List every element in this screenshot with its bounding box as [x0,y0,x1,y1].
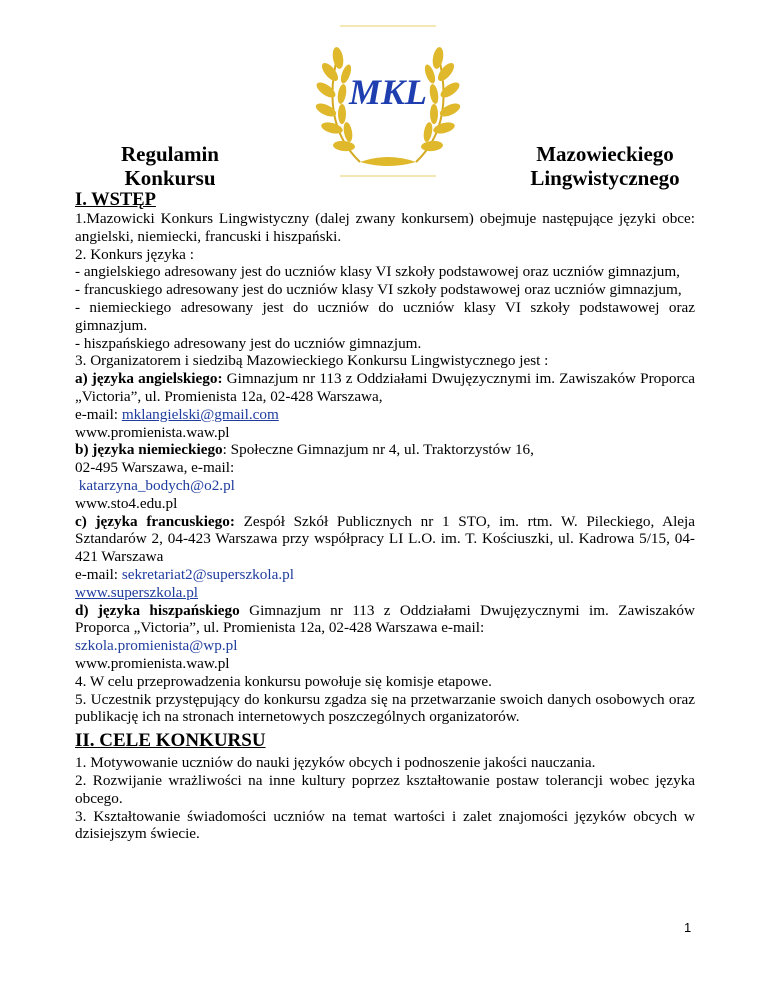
section-2-heading: II. CELE KONKURSU [75,730,266,752]
paragraph: - niemieckiego adresowany jest do uczniów do uczniów klasy VI szkoły podstawowej oraz gimnazjum. [75,298,695,334]
paragraph: 1.Mazowicki Konkurs Lingwistyczny (dalej zwany konkursem) obejmuje następujące języki obce: angielski, niemiecki, francuski i hiszpański. [75,210,695,245]
paragraph: 1. Motywowanie uczniów do nauki języków obcych i podnoszenie jakości nauczania. [75,754,596,772]
title-right [516,142,694,190]
paragraph: - angielskiego adresowany jest do uczniów klasy VI szkoły podstawowej oraz uczniów gimnazjum, [75,263,680,281]
document-body [75,190,695,843]
page-number: 1 [684,920,692,935]
paragraph: 2. Konkurs języka : [75,245,194,263]
website-link-french[interactable]: www.superszkola.pl [75,583,199,601]
paragraph: - hiszpańskiego adresowany jest do uczniów gimnazjum. [75,334,422,352]
paragraph: 4. W celu przeprowadzenia konkursu powołuje się komisje etapowe. [75,672,492,690]
organizer-english-address: Gimnazjum nr 113 z Oddziałami Dwujęzycznymi im. Zawiszaków Proporca „Victoria”, ul. Promienista 12a, 02-428 Warszawa, [75,370,695,405]
paragraph: 3. Organizatorem i siedzibą Mazowieckiego Konkursu Lingwistycznego jest : [75,352,549,370]
organizer-english [75,370,695,406]
mkl-logo [290,24,486,178]
organizer-spanish-address: Gimnazjum nr 113 z Oddziałami Dwujęzycznymi im. Zawiszaków Proporca „Victoria”, ul. Promienista 12a, 02-428 Warszawa e-mail: [75,601,695,637]
paragraph: - francuskiego adresowany jest do uczniów klasy VI szkoły podstawowej oraz uczniów gimnazjum, [75,281,682,299]
paragraph: 3. Kształtowanie świadomości uczniów na temat wartości i zalet znajomości języków obcych w dzisiejszym świecie. [75,807,695,843]
organizer-french-email-line [75,566,695,584]
organizer-german-line2: 02-495 Warszawa, e-mail: [75,459,235,477]
email-link-french[interactable]: sekretariat2@superszkola.pl [121,565,294,583]
website-english: www.promienista.waw.pl [75,423,230,441]
title-right-line1: Mazowieckiego [536,142,674,166]
website-german: www.sto4.edu.pl [75,494,178,512]
organizer-german [75,441,695,459]
paragraph: 5. Uczestnik przystępujący do konkursu zgadza się na przetwarzanie swoich danych osobowych oraz publikację ich na stronach internetowych poszczególnych organizatorów. [75,690,695,726]
organizer-french-label: c) języka francuskiego: [75,512,235,530]
email-label: e-mail: [75,565,122,583]
title-left [108,142,232,190]
email-link-english[interactable]: mklangielski@gmail.com [121,405,279,423]
organizer-spanish-label: d) języka hiszpańskiego [75,601,240,619]
organizer-english-label: a) języka angielskiego: [75,370,223,388]
title-right-line2: Lingwistycznego [530,166,680,190]
organizer-german-address: : Społeczne Gimnazjum nr 4, ul. Traktorzystów 16, [222,441,534,459]
logo-text: MKL [348,72,428,112]
email-link-german[interactable]: katarzyna_bodych@o2.pl [75,476,235,494]
website-spanish: www.promienista.waw.pl [75,654,230,672]
organizer-french [75,513,695,566]
organizer-spanish [75,602,695,638]
email-link-spanish[interactable]: szkola.promienista@wp.pl [75,637,238,655]
organizer-german-label: b) języka niemieckiego [75,441,223,459]
email-label: e-mail: [75,405,122,423]
organizer-french-address: Zespół Szkół Publicznych nr 1 STO, im. rtm. W. Pileckiego, Aleja Sztandarów 2, 04-423 Warszawa przy współpracy LI L.O. im. T. Kościuszki, ul. Kadrowa 5/15, 04-421 Warszawa [75,512,695,566]
title-left-line2: Konkursu [124,166,216,190]
title-left-line1: Regulamin [120,142,219,166]
section-1-heading: I. WSTĘP [75,190,156,210]
organizer-english-email-line [75,406,695,424]
paragraph: 2. Rozwijanie wrażliwości na inne kultury poprzez kształtowanie postaw tolerancji wobec języka obcego. [75,771,695,807]
